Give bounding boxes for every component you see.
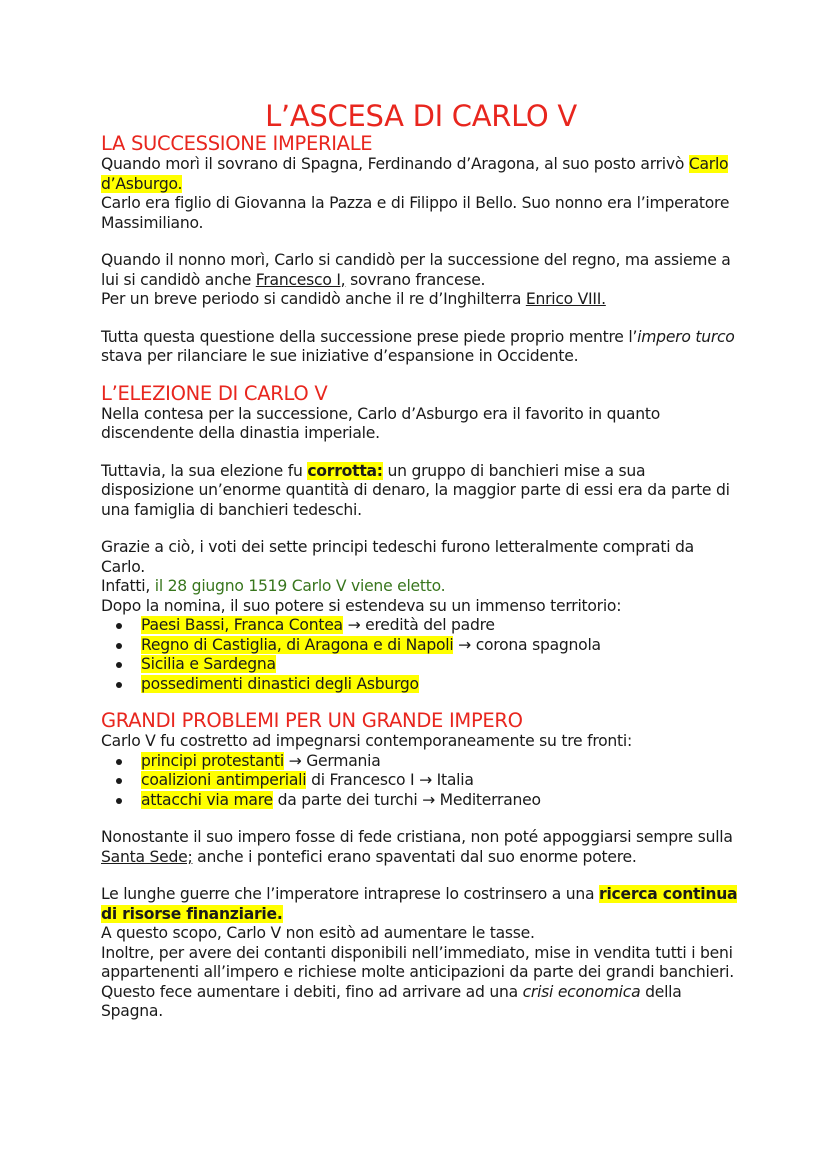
text: → eredità del padre	[342, 616, 495, 634]
paragraph: Inoltre, per avere dei contanti disponibili nell’immediato, mise in vendita tutti i beni appartenenti all’impero e richiese molte anticipazioni da parte dei grandi banchieri.	[101, 943, 734, 981]
text: Per un breve periodo si candidò anche il re d’Inghilterra	[101, 290, 526, 308]
paragraph: Carlo era figlio di Giovanna la Pazza e di Filippo il Bello. Suo nonno era l’imperatore Massimiliano.	[101, 194, 730, 232]
text: della Spagna.	[101, 982, 682, 1020]
text: Tutta questa questione della successione prese piede proprio mentre l’	[101, 327, 638, 346]
highlight: possedimenti dinastici degli Asburgo	[141, 674, 419, 693]
paragraph	[101, 983, 741, 1022]
italic-term: impero turco	[637, 327, 735, 346]
highlight: attacchi via mare	[141, 790, 273, 809]
list-item	[141, 636, 741, 656]
paragraph	[101, 290, 741, 310]
paragraph	[101, 577, 741, 597]
list-item	[141, 616, 741, 636]
list-item	[141, 675, 741, 695]
document-content	[101, 100, 741, 1022]
highlight: Carlo d’Asburgo.	[101, 155, 729, 193]
paragraph	[101, 155, 741, 194]
list-item	[141, 791, 741, 811]
paragraph: Dopo la nomina, il suo potere si estendeva su un immenso territorio:	[101, 596, 622, 615]
text: → corona spagnola	[453, 635, 601, 654]
paragraph	[101, 328, 741, 367]
list-item	[141, 752, 741, 772]
section-heading-succession: LA SUCCESSIONE IMPERIALE	[101, 132, 373, 155]
underlined-term: Enrico VIII.	[525, 290, 606, 308]
highlight: Regno di Castiglia, di Aragona e di Napoli	[141, 635, 454, 654]
paragraph: Grazie a ciò, i voti dei sette principi tedeschi furono letteralmente comprati da Carlo.	[101, 538, 694, 576]
paragraph: Carlo V fu costretto ad impegnarsi contemporaneamente su tre fronti:	[101, 732, 633, 750]
highlight: Paesi Bassi, Franca Contea	[141, 616, 343, 634]
section-heading-election: L’ELEZIONE DI CARLO V	[101, 381, 328, 405]
paragraph	[101, 885, 741, 924]
page-title: L’ASCESA DI CARLO V	[265, 99, 577, 133]
text: sovrano francese.	[345, 270, 486, 289]
text: Quando morì il sovrano di Spagna, Ferdinando d’Aragona, al suo posto arrivò	[101, 155, 689, 173]
highlight: ricerca continua di risorse finanziarie.	[101, 885, 738, 923]
text: da parte dei turchi → Mediterraneo	[272, 790, 541, 809]
paragraph: Nella contesa per la successione, Carlo d’Asburgo era il favorito in quanto discendente della dinastia imperiale.	[101, 404, 660, 442]
list-item	[141, 771, 741, 791]
paragraph	[101, 462, 741, 521]
text: Le lunghe guerre che l’imperatore intraprese lo costrinsero a una	[101, 885, 599, 903]
text: Tuttavia, la sua elezione fu	[101, 461, 308, 480]
green-highlight-text: il 28 giugno 1519 Carlo V viene eletto.	[154, 577, 446, 595]
highlight: coalizioni antimperiali	[141, 771, 307, 789]
underlined-term: Francesco I,	[255, 270, 346, 289]
list-item	[141, 655, 741, 675]
text: stava per rilanciare le sue iniziative d’espansione in Occidente.	[101, 347, 579, 365]
text: anche i pontefici erano spaventati dal suo enorme potere.	[192, 847, 637, 866]
paragraph	[101, 828, 741, 867]
underlined-term: Santa Sede;	[101, 847, 193, 866]
highlight: corrotta:	[307, 461, 383, 480]
section-heading-problems: GRANDI PROBLEMI PER UN GRANDE IMPERO	[101, 709, 523, 732]
text: un gruppo di banchieri mise a sua disposizione un’enorme quantità di denaro, la maggior parte di essi era da parte di una famiglia di banchieri tedeschi.	[101, 461, 730, 519]
text: Questo fece aumentare i debiti, fino ad arrivare ad una	[101, 982, 523, 1001]
paragraph: A questo scopo, Carlo V non esitò ad aumentare le tasse.	[101, 924, 535, 942]
paragraph	[101, 251, 741, 290]
text: Infatti,	[101, 577, 155, 595]
fronts-list	[101, 752, 741, 811]
text: → Germania	[283, 751, 381, 770]
text: Quando il nonno morì, Carlo si candidò per la successione del regno, ma assieme a lui si candidò anche	[101, 251, 731, 289]
highlight: Sicilia e Sardegna	[141, 655, 276, 673]
text: Nonostante il suo impero fosse di fede cristiana, non poté appoggiarsi sempre sulla	[101, 828, 733, 846]
highlight: principi protestanti	[141, 751, 284, 770]
text: di Francesco I → Italia	[306, 771, 474, 789]
territory-list	[101, 616, 741, 694]
italic-term: crisi economica	[522, 982, 641, 1001]
